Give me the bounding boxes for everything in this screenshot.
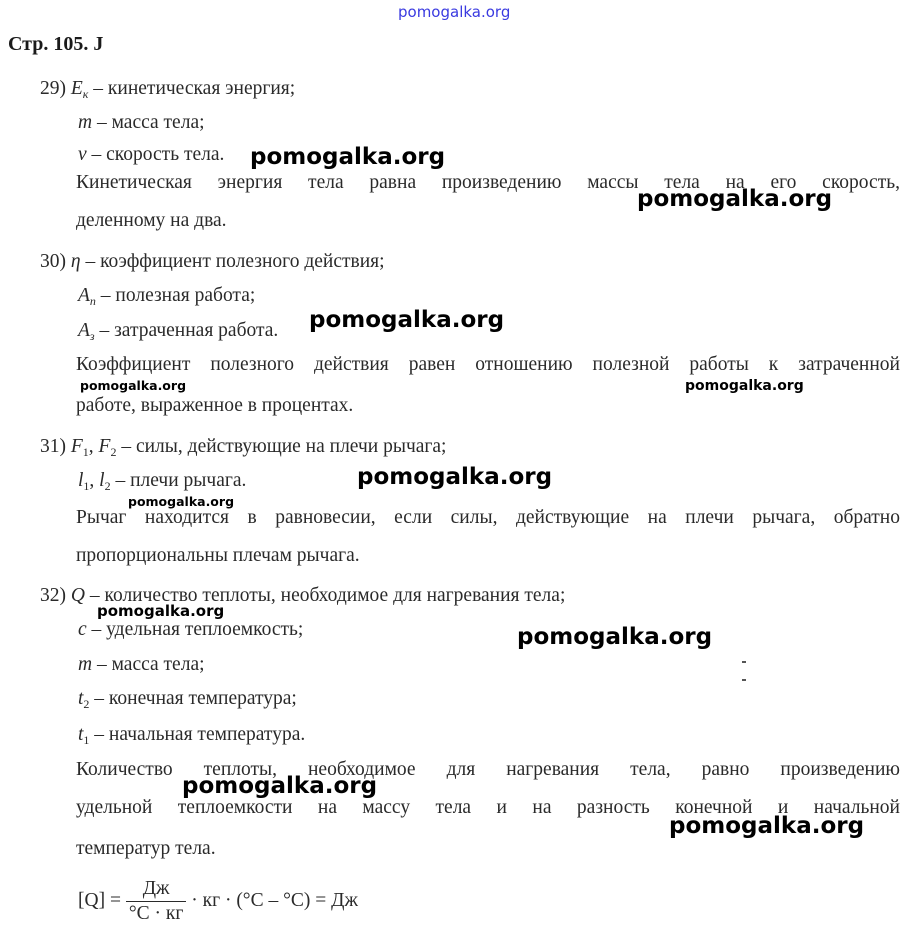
item-31-text-1: Рычаг находится в равновесии, если силы, действующие на плечи рычага, обратно xyxy=(76,507,900,528)
item-29-text-1: Кинетическая энергия тела равна произведению массы тела на его скорость, xyxy=(76,172,900,193)
formula-denominator: °С · кг xyxy=(128,903,184,924)
item-32-text-1: Количество теплоты, необходимое для нагревания тела, равно произведению xyxy=(76,759,900,780)
item-31-text-2: пропорциональны плечам рычага. xyxy=(76,545,360,566)
formula-rhs: · кг · (°С – °С) = Дж xyxy=(191,889,358,911)
watermark: pomogalka.org xyxy=(309,307,505,333)
item-32-var-4: $t_1$ – начальная температура. xyxy=(78,724,306,747)
item-32-heading: 32) Q – количество теплоты, необходимое для нагревания тела; xyxy=(40,585,566,606)
scan-artifact xyxy=(742,650,764,652)
watermark: pomogalka.org xyxy=(357,464,553,490)
item-31-heading: 31) $F_1$, $F_2$ – силы, действующие на плечи рычага; xyxy=(40,436,447,459)
item-30-var-1: $A_п$ – полезная работа; xyxy=(78,285,256,308)
watermark-top: pomogalka.org xyxy=(398,3,511,21)
item-30-text-1: Коэффициент полезного действия равен отношению полезной работы к затраченной xyxy=(76,354,900,375)
item-32-var-1: c – удельная теплоемкость; xyxy=(78,619,304,640)
watermark: pomogalka.org xyxy=(250,144,446,170)
item-30-heading: 30) η – коэффициент полезного действия; xyxy=(40,251,385,272)
item-29-var-1: m – масса тела; xyxy=(78,112,205,133)
item-32-text-2: удельной теплоемкости на массу тела и на разность конечной и начальной xyxy=(76,797,900,818)
item-30-var-2: $A_з$ – затраченная работа. xyxy=(78,320,279,343)
item-29-text-2: деленному на два. xyxy=(76,210,227,231)
watermark: pomogalka.org xyxy=(182,773,378,799)
watermark: pomogalka.org xyxy=(685,378,804,394)
unit-formula xyxy=(78,877,358,926)
item-32-var-2: m – масса тела; xyxy=(78,654,205,675)
formula-fraction xyxy=(126,877,187,926)
watermark: pomogalka.org xyxy=(517,624,713,650)
item-31-var-1: $l_1$, $l_2$ – плечи рычага. xyxy=(78,470,247,493)
page-title: Стр. 105. J xyxy=(8,33,104,55)
item-29-var-2: v – скорость тела. xyxy=(78,144,225,165)
item-30-text-2: работе, выраженное в процентах. xyxy=(76,395,354,416)
watermark: pomogalka.org xyxy=(80,378,187,393)
item-29-heading: 29) $E_к$ – кинетическая энергия; xyxy=(40,78,296,101)
watermark: pomogalka.org xyxy=(97,602,225,620)
item-32-var-3: $t_2$ – конечная температура; xyxy=(78,688,297,711)
watermark: pomogalka.org xyxy=(669,813,865,839)
formula-numerator: Дж xyxy=(126,877,187,902)
item-32-text-3: температур тела. xyxy=(76,838,216,859)
watermark: pomogalka.org xyxy=(637,186,833,212)
watermark: pomogalka.org xyxy=(128,494,235,509)
formula-lhs: [Q] = xyxy=(78,889,121,911)
